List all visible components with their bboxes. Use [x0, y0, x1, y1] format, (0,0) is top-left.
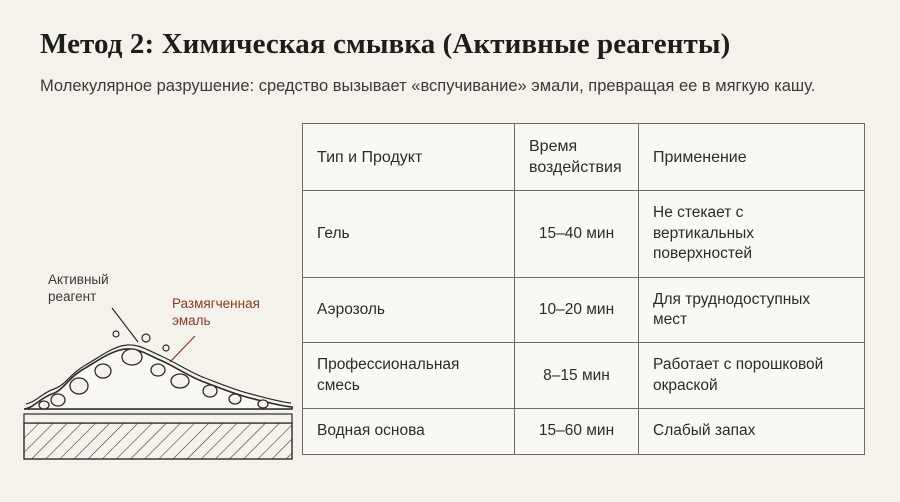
cell-time: 8–15 мин [515, 343, 639, 409]
cell-application: Слабый запах [639, 409, 865, 454]
cell-application-line3: поверхностей [653, 245, 753, 263]
table-header-row [303, 124, 865, 191]
table-row [303, 409, 865, 454]
cell-type-line1: Профессиональная [317, 356, 460, 374]
cell-application [639, 343, 865, 409]
bubble [70, 378, 88, 394]
label-active-reagent [48, 272, 148, 306]
illustration-chemical-stripping [20, 258, 296, 468]
spec-table [302, 123, 865, 455]
header-exposure-time-line1: Время [529, 138, 578, 155]
cell-application-line2: вертикальных [653, 224, 755, 242]
bubble [171, 374, 189, 388]
table-header [303, 124, 865, 191]
header-exposure-time-line2: воздействия [529, 159, 622, 177]
cell-application-line2: окраской [653, 376, 718, 394]
bubble [95, 364, 111, 378]
bubble [229, 394, 241, 404]
label-active-reagent-line1: Активный [48, 272, 109, 287]
bubble [51, 394, 65, 406]
bubble [258, 400, 268, 408]
header-application: Применение [639, 124, 865, 191]
cell-application-line1: Для труднодоступных [653, 290, 811, 308]
cell-time: 15–40 мин [515, 191, 639, 277]
bubble [122, 349, 142, 365]
table-row [303, 277, 865, 343]
cell-type: Водная основа [303, 409, 515, 454]
header-exposure-time [515, 124, 639, 191]
cell-time: 10–20 мин [515, 277, 639, 343]
cell-type [303, 343, 515, 409]
label-softened-enamel-line1: Размягченная [172, 296, 260, 311]
layer-primer [24, 414, 292, 423]
page-title: Метод 2: Химическая смывка (Активные реагенты) [40, 28, 731, 60]
cell-application-line2: мест [653, 311, 688, 329]
cell-application-line1: Не стекает с [653, 204, 744, 222]
leader-line-softened-enamel [170, 336, 195, 362]
droplet [163, 345, 169, 351]
table-row [303, 343, 865, 409]
table-body [303, 191, 865, 455]
cell-application [639, 277, 865, 343]
cell-time: 15–60 мин [515, 409, 639, 454]
header-type-product: Тип и Продукт [303, 124, 515, 191]
bubble [39, 401, 49, 409]
cell-type: Аэрозоль [303, 277, 515, 343]
table-row [303, 191, 865, 277]
substrate-metal [24, 423, 292, 459]
cell-application [639, 191, 865, 277]
droplet [113, 331, 119, 337]
bubble [151, 364, 165, 376]
label-softened-enamel-line2: эмаль [172, 312, 211, 328]
spec-table-container [302, 123, 864, 455]
cell-application-line1: Работает с порошковой [653, 356, 824, 374]
cell-type: Гель [303, 191, 515, 277]
label-softened-enamel [172, 296, 292, 330]
label-active-reagent-line2: реагент [48, 288, 97, 304]
page-subtitle: Молекулярное разрушение: средство вызывает «вспучивание» эмали, превращая ее в мягкую кашу. [40, 77, 816, 96]
droplet [142, 334, 150, 342]
cell-type-line2: смесь [317, 376, 360, 394]
bubble [203, 385, 217, 397]
